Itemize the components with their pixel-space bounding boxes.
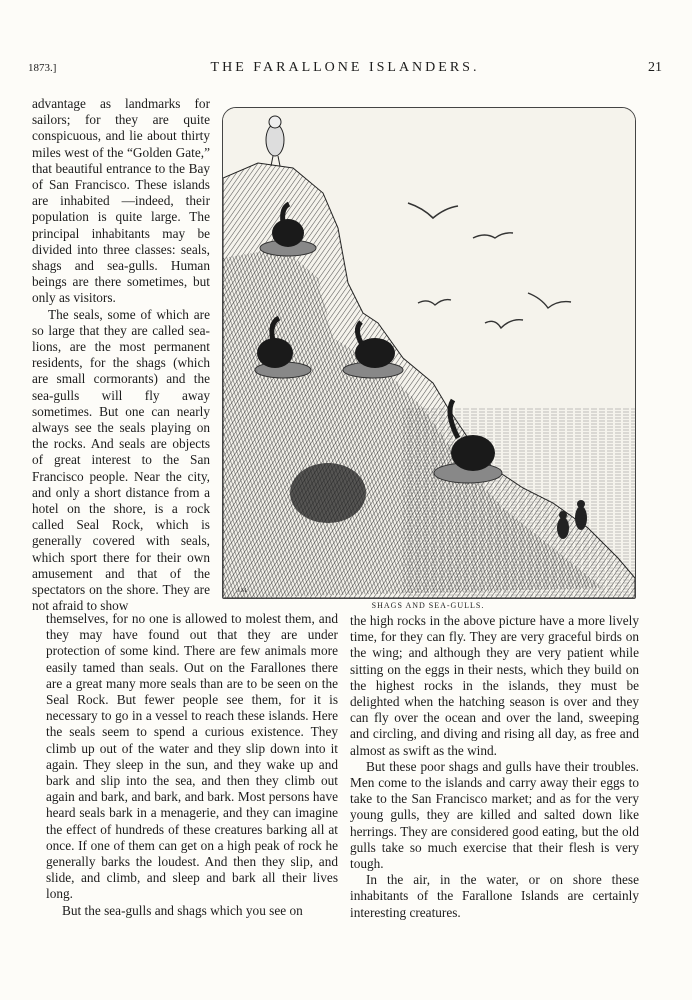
header-title: THE FARALLONE ISLANDERS. bbox=[210, 60, 480, 75]
right-column bbox=[350, 613, 639, 921]
lead-column bbox=[32, 96, 210, 615]
page-number: 21 bbox=[648, 60, 662, 75]
paragraph: In the air, in the water, or on shore these inhabitants of the Farallone Islands are certainly interesting creatures. bbox=[350, 872, 639, 920]
paragraph: advantage as landmarks for sailors; for they are quite conspicuous, and lie about thirty miles west of the “Golden Gate,” that beautiful entrance to the Bay of San Francisco. These islands are inhabited —indeed, their population is quite large. The principal inhabitants may be divided into three classes: seals, shags and sea-gulls. Human beings are there sometimes, but only as visitors. bbox=[32, 96, 210, 306]
running-header bbox=[28, 60, 662, 80]
illustration-caption: SHAGS AND SEA-GULLS. bbox=[371, 601, 485, 610]
engraving-cliff-birds-icon bbox=[223, 108, 635, 598]
header-date: 1873.] bbox=[28, 62, 57, 74]
paragraph: But these poor shags and gulls have their troubles. Men come to the islands and carry away their eggs to take to the San Francisco market; and as for the very young gulls, they are killed and salted down like herrings. They are considered good eating, but the old gulls take so much exercise that their flesh is very tough. bbox=[350, 758, 639, 872]
paragraph: But the sea-gulls and shags which you see on bbox=[62, 902, 303, 918]
illustration-shags-and-gulls bbox=[222, 107, 636, 599]
paragraph: themselves, for no one is allowed to molest them, and they may have found out that they are under protection of some kind. There are few animals more easily tamed than seals. Out on the Farallones there are a great many more seals than are to be seen on the Seal Rock. But fewer people see them, for it is necessary to go in a vessel to reach these islands. Here the seals seem to spend a curious existence. They climb up out of the water and they slip down into it again. They sleep in the sun, and they wake up and bark and slip into the sea, and then they climb out again and bark, and bark, and bark. Most persons have heard seals bark in a menagerie, and they can imagine the effect of hundreds of these creatures barking all at once. If one of them can get on a high peak of rock he generally barks the loudest. And then they slip, and slide, and climb, and sleep and bark all their lives long. bbox=[46, 611, 338, 902]
bottom-left-column bbox=[46, 611, 338, 919]
paragraph: The seals, some of which are so large that they are called sea-lions, are the most permanent residents, for the shags (which are small cormorants) and the sea-gulls will fly away sometimes. But one can nearly always see the seals playing on the rocks. And seals are objects of great interest to the San Francisco people. Near the city, and only a short distance from a hotel on the shore, is a rock called Seal Rock, which is generally covered with seals, which sport there for their own amusement and that of the spectators on the shore. They are not afraid to show bbox=[32, 306, 210, 614]
paragraph: the high rocks in the above picture have a more lively time, for they can fly. They are very graceful birds on the wing; and although they are very patient while sitting on the eggs in their nests, which they build on the highest rocks in the islands, they must be delighted when the hatching season is over and they can fly over the ocean and over the land, sweeping and circling, and diving and rising all day, as free and almost as swift as the wind. bbox=[350, 613, 639, 758]
artist-signature: J.M. bbox=[237, 588, 248, 594]
